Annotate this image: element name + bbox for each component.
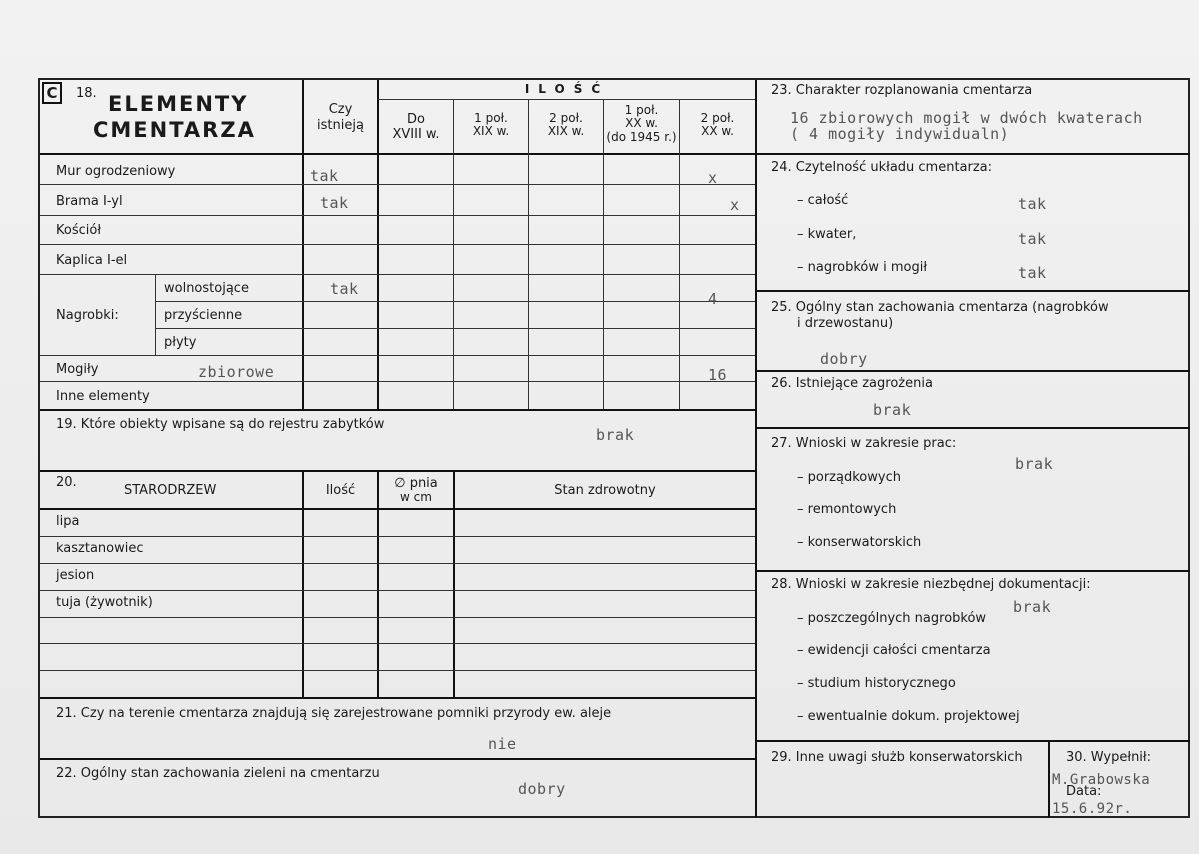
s25-label-1: 25. Ogólny stan zachowania cmentarza (nagrobków — [771, 300, 1109, 315]
line — [155, 274, 156, 355]
s30-date-label: Data: — [1066, 784, 1102, 799]
section-title-1: ELEMENTY — [108, 92, 249, 116]
s28-value: brak — [1013, 598, 1052, 616]
line — [755, 427, 1190, 429]
period-5a: 2 poł. — [700, 111, 735, 125]
s24-label: 24. Czytelność układu cmentarza: — [771, 160, 993, 175]
s25-value: dobry — [820, 350, 868, 368]
s25-label-2: i drzewostanu) — [797, 316, 894, 331]
s28-item: – ewentualnie dokum. projektowej — [797, 709, 1020, 724]
s23-label: 23. Charakter rozplanowania cmentarza — [771, 83, 1033, 98]
s28-item: – poszczególnych nagrobków — [797, 611, 987, 626]
s20-col-ilosc: Ilość — [325, 483, 356, 498]
center-divider — [755, 80, 757, 818]
line — [453, 470, 455, 698]
col-czy-1: Czy — [328, 102, 353, 117]
typed-brama-x: x — [730, 196, 740, 214]
s20-col-pnia-2: w cm — [400, 490, 432, 504]
line — [40, 563, 755, 564]
line — [40, 409, 755, 411]
s23-line2: ( 4 mogiły indywidualn) — [790, 125, 1010, 143]
line — [155, 301, 755, 302]
s29-label: 29. Inne uwagi służb konserwatorskich — [771, 750, 1023, 765]
s24-value: tak — [1018, 264, 1047, 282]
row-brama: Brama I-yl — [56, 194, 123, 209]
section-title-2: CMENTARZA — [93, 118, 256, 142]
s24-item: – kwater, — [797, 227, 857, 242]
form-sheet — [38, 78, 1190, 818]
line — [453, 100, 454, 409]
line — [40, 617, 755, 618]
row-plyty: płyty — [164, 335, 197, 350]
s27-label: 27. Wnioski w zakresie prac: — [771, 436, 957, 451]
col-ilosc: ILOŚĆ — [524, 82, 610, 96]
line — [40, 244, 755, 245]
line — [755, 290, 1190, 292]
typed-mur-czy: tak — [310, 167, 339, 185]
s26-label: 26. Istniejące zagrożenia — [771, 376, 933, 391]
typed-mur-x: x — [708, 169, 718, 187]
s30-name: M.Grabowska — [1052, 772, 1151, 788]
s24-value: tak — [1018, 230, 1047, 248]
row-mur: Mur ogrodzeniowy — [56, 164, 176, 179]
s27-item: – remontowych — [797, 502, 897, 517]
period-5b: XX w. — [701, 124, 734, 138]
typed-wolno-num: 4 — [708, 290, 718, 308]
s22-value: dobry — [518, 780, 566, 798]
line — [755, 740, 1190, 742]
s24-value: tak — [1018, 195, 1047, 213]
line — [40, 508, 755, 510]
row-wolno: wolnostojące — [164, 281, 249, 296]
row-kosciol: Kościół — [56, 223, 102, 238]
s24-item: – całość — [797, 193, 849, 208]
line — [40, 643, 755, 644]
period-2b: XIX w. — [472, 124, 510, 138]
row-inne: Inne elementy — [56, 389, 150, 404]
period-2a: 1 poł. — [474, 111, 508, 125]
line — [755, 370, 1190, 372]
line — [40, 381, 755, 382]
line — [40, 184, 755, 185]
s30-date: 15.6.92r. — [1052, 801, 1133, 817]
line — [40, 274, 755, 275]
s20-col-stan: Stan zdrowotny — [554, 483, 656, 498]
typed-brama-czy: tak — [320, 194, 349, 212]
row-przyscienne: przyścienne — [164, 308, 243, 323]
row-mogily: Mogiły — [56, 362, 99, 377]
line — [679, 100, 680, 409]
s20-col-pnia-1: ∅ pnia — [394, 476, 438, 491]
s23-line1: 16 zbiorowych mogił w dwóch kwaterach — [790, 109, 1143, 127]
s20-num: 20. — [56, 475, 77, 490]
line — [40, 153, 755, 155]
typed-mogily-num: 16 — [708, 366, 728, 384]
line — [40, 758, 755, 760]
line — [40, 590, 755, 591]
line — [155, 328, 755, 329]
typed-wolno-czy: tak — [330, 280, 359, 298]
tree-row: tuja (żywotnik) — [56, 595, 153, 610]
line — [302, 470, 304, 698]
tree-row: kasztanowiec — [56, 541, 144, 556]
row-kaplica: Kaplica I-el — [56, 253, 128, 268]
line — [40, 355, 755, 356]
line — [377, 470, 379, 698]
s28-item: – studium historycznego — [797, 676, 956, 691]
line — [40, 670, 755, 671]
line — [528, 100, 529, 409]
section-code: C — [42, 82, 62, 104]
s19-value: brak — [596, 426, 635, 444]
section-number: 18. — [76, 86, 97, 101]
s27-item: – konserwatorskich — [797, 535, 922, 550]
s20-title: STARODRZEW — [124, 483, 217, 498]
line — [377, 99, 755, 100]
tree-row: lipa — [56, 514, 80, 529]
period-1b: XVIII w. — [392, 127, 440, 142]
s30-label: 30. Wypełnił: — [1066, 750, 1151, 765]
s27-item: – porządkowych — [797, 470, 901, 485]
s21-label: 21. Czy na terenie cmentarza znajdują się zarejestrowane pomniki przyrody ew. aleje — [56, 706, 612, 721]
period-4a: 1 poł. — [624, 103, 659, 117]
s22-label: 22. Ogólny stan zachowania zieleni na cmentarzu — [56, 766, 380, 781]
col-czy-2: istnieją — [317, 118, 364, 133]
row-nagrobki: Nagrobki: — [56, 308, 119, 323]
s19-label: 19. Które obiekty wpisane są do rejestru zabytków — [56, 417, 385, 432]
line — [40, 697, 755, 699]
s21-value: nie — [488, 735, 517, 753]
s28-item: – ewidencji całości cmentarza — [797, 643, 991, 658]
period-3a: 2 poł. — [549, 111, 583, 125]
line — [40, 470, 755, 472]
line — [40, 215, 755, 216]
s28-label: 28. Wnioski w zakresie niezbędnej dokumentacji: — [771, 577, 1091, 592]
line — [1048, 740, 1050, 818]
period-1a: Do — [407, 112, 425, 127]
s27-value: brak — [1015, 455, 1054, 473]
tree-row: jesion — [56, 568, 95, 583]
period-4c: (do 1945 r.) — [606, 130, 677, 144]
line — [755, 570, 1190, 572]
typed-mogily-type: zbiorowe — [198, 363, 275, 381]
period-3b: XIX w. — [547, 124, 585, 138]
line — [603, 100, 604, 409]
period-4b: XX w. — [625, 116, 658, 130]
line — [755, 153, 1190, 155]
s26-value: brak — [873, 401, 912, 419]
line — [40, 536, 755, 537]
s24-item: – nagrobków i mogił — [797, 260, 928, 275]
